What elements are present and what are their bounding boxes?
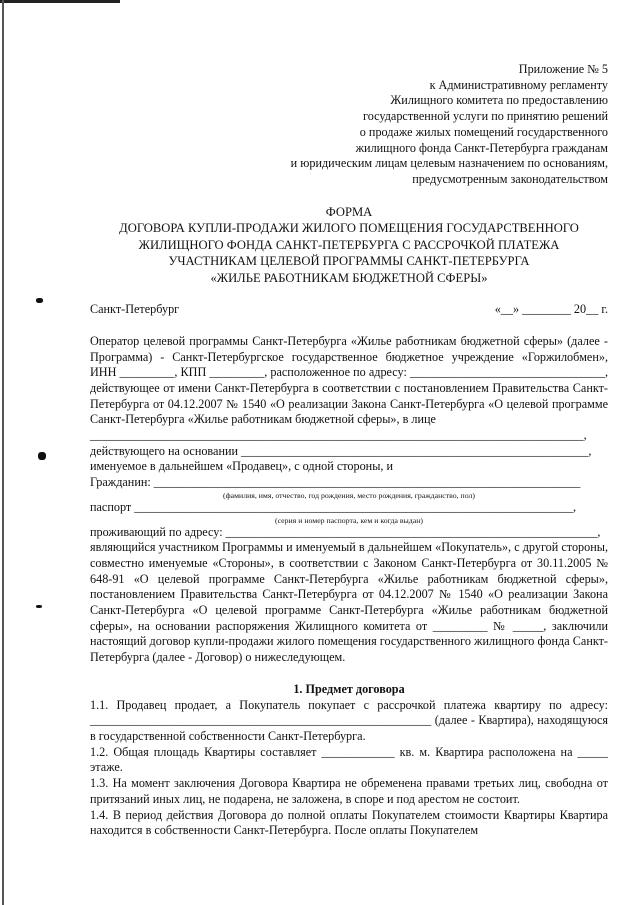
- clause-1-3: 1.3. На момент заключения Договора Квартира не обременена правами третьих лиц, свободна от притязаний иных лиц, не подарена, не заложена, в споре и под арестом не состоит.: [90, 776, 608, 806]
- title-line: ЖИЛИЩНОГО ФОНДА САНКТ-ПЕТЕРБУРГА С РАССРОЧКОЙ ПЛАТЕЖА: [138, 237, 560, 252]
- header-line: жилищного фонда Санкт-Петербурга гражданам: [355, 140, 608, 155]
- header-line: к Административному регламенту: [429, 77, 608, 92]
- scan-speck: [36, 298, 43, 303]
- header-line: предусмотренным законодательством: [412, 171, 608, 186]
- header-line: и юридическим лицам целевым назначением по основаниям,: [290, 156, 608, 171]
- contract-place: Санкт-Петербург: [90, 302, 180, 317]
- header-line: о продаже жилых помещений государственного: [359, 124, 608, 139]
- scan-speck: [38, 452, 46, 460]
- passport-caption: (серия и номер паспорта, кем и когда выдан): [275, 515, 423, 525]
- document-title: [90, 204, 608, 287]
- scan-speck: [36, 605, 42, 608]
- title-line: ФОРМА: [325, 204, 373, 219]
- clause-1-4: 1.4. В период действия Договора до полной оплаты Покупателем стоимости Квартиры Квартира находится в собственности Санкт-Петербурга. После оплаты Покупателем: [90, 807, 608, 838]
- citizen-caption: (фамилия, имя, отчество, год рождения, место рождения, гражданство, пол): [222, 490, 475, 500]
- section-heading: 1. Предмет договора: [293, 681, 405, 696]
- title-line: УЧАСТНИКАМ ЦЕЛЕВОЙ ПРОГРАММЫ САНКТ-ПЕТЕРБУРГА: [168, 254, 530, 269]
- place-date-row: [90, 302, 608, 318]
- buyer-paragraph: являющийся участником Программы и именуемый в дальнейшем «Покупатель», с другой стороны, совместно именуемые «Стороны», в соответствии с Законом Санкт-Петербурга от 30.11.2005 № 648-91 «О целевой программе Санкт-Петербурга «Жилье работникам бюджетной сферы», постановлением Правительства Санкт-Петербурга от 04.12.2007 № 1540 «О реализации Закона Санкт-Петербурга «О целевой программе Санкт-Петербурга «Жилье работникам бюджетной сферы», на основании распоряжения Жилищного комитета от _________ № _____, заключили настоящий договор купли-продажи жилого помещения государственного жилищного фонда Санкт-Петербурга (далее - Договор) о нижеследующем.: [90, 540, 608, 665]
- representative-line: _________________________________________________________________________________,: [90, 428, 587, 443]
- scan-edge-left: [2, 0, 4, 905]
- clause-1-1: 1.1. Продавец продает, а Покупатель покупает с рассрочкой платежа квартиру по адресу: ________________________________________________________ (далее - Квартира), находящуюся в государственной собственности Санкт-Петербурга.: [90, 697, 608, 743]
- appendix-header: [90, 62, 608, 188]
- title-line: ДОГОВОРА КУПЛИ-ПРОДАЖИ ЖИЛОГО ПОМЕЩЕНИЯ ГОСУДАРСТВЕННОГО: [119, 221, 579, 236]
- seller-line: именуемое в дальнейшем «Продавец», с одной стороны, и: [90, 459, 393, 474]
- title-line: «ЖИЛЬЕ РАБОТНИКАМ БЮДЖЕТНОЙ СФЕРЫ»: [210, 270, 488, 285]
- address-line: проживающий по адресу: _____________________________________________________________,: [90, 524, 601, 539]
- document-page: [90, 62, 608, 839]
- scan-edge-top: [0, 0, 120, 3]
- contract-date: «__» ________ 20__ г.: [494, 302, 608, 317]
- intro-paragraph: Оператор целевой программы Санкт-Петербурга «Жилье работникам бюджетной сферы» (далее - Программа) - Санкт-Петербургское государственное бюджетное учреждение «Горжилобмен», ИНН _________, КПП _________, расположенное по адресу: ________________________________, действующее от имени Санкт-Петербурга в соответствии с постановлением Правительства Санкт-Петербурга от 04.12.2007 № 1540 «О реализации Закона Санкт-Петербурга «О целевой программе Санкт-Петербурга «Жилье работникам бюджетной сферы», в лице: [90, 333, 608, 427]
- header-line: государственной услуги по принятию решений: [363, 109, 608, 124]
- citizen-line: Гражданин: ______________________________________________________________________: [90, 475, 581, 490]
- basis-line: действующего на основании _________________________________________________________,: [90, 443, 592, 458]
- header-line: Жилищного комитета по предоставлению: [390, 93, 608, 108]
- clause-1-2: 1.2. Общая площадь Квартиры составляет ____________ кв. м. Квартира расположена на _____ этаже.: [90, 744, 608, 775]
- header-line: Приложение № 5: [518, 62, 608, 76]
- passport-line: паспорт ________________________________________________________________________,: [90, 499, 577, 514]
